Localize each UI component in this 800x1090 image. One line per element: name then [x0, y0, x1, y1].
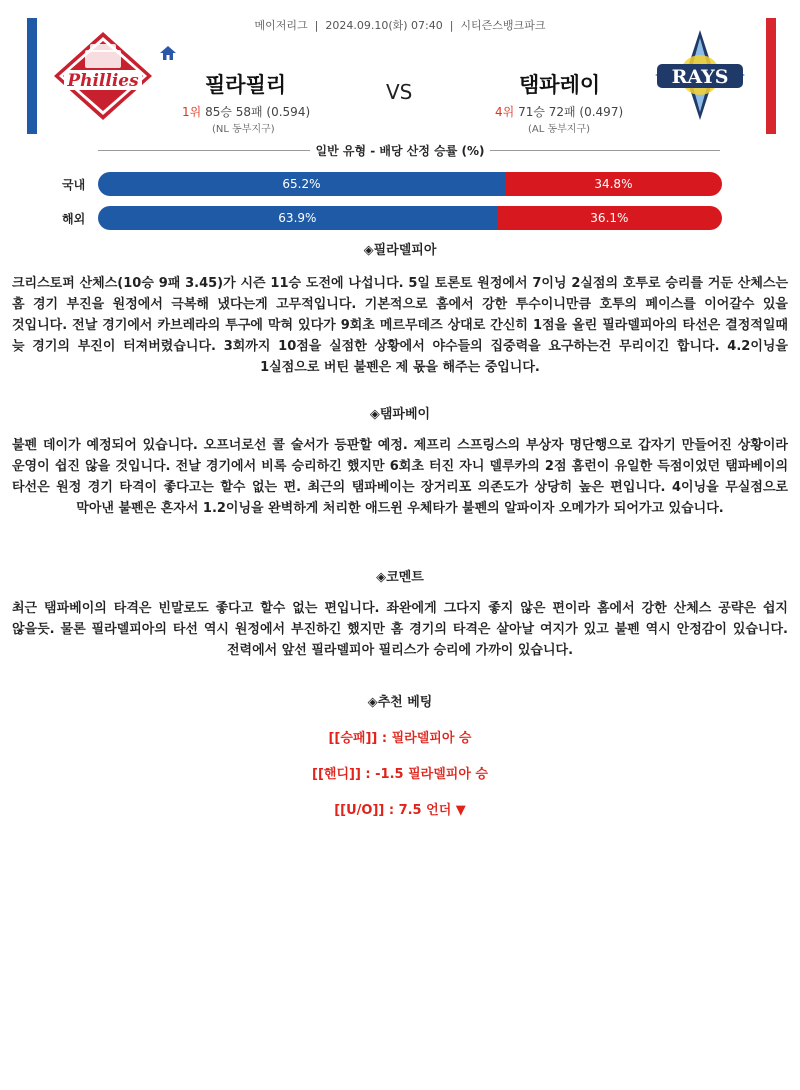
odds-bar-home: 63.9%: [98, 206, 497, 230]
pick-item: [[승패]] : 필라델피아 승: [328, 731, 472, 746]
away-team-wl: 71승 72패 (0.497): [518, 105, 624, 119]
phillies-logo: [52, 30, 154, 126]
section-text: 최근 탬파베이의 타격은 빈말로도 좋다고 할수 없는 편입니다. 좌완에게 그다지 좋지 않은 편이라 홈에서 강한 산체스 공략은 쉽지 않을듯. 물론 필라델피아의 타선 역시 원정에서 부진하긴 했지만 홈 경기의 타격은 살아날 여지가 있고 불펜 역시 안정감이 있습니다. 전력에서 앞선 필라델피아 필리스가 승리에 가까이 있습니다.: [12, 601, 788, 658]
pick-item: [[핸디]] : -1.5 필라델피아 승: [312, 767, 488, 782]
rays-logo: [653, 28, 747, 126]
vs-label: VS: [386, 80, 413, 104]
odds-bar-away: 36.1%: [497, 206, 722, 230]
away-color-bar: [766, 18, 776, 134]
home-icon: [160, 45, 176, 64]
odds-bar-home: 65.2%: [98, 172, 505, 196]
svg-text:Phillies: Phillies: [67, 71, 139, 91]
away-team-division: (AL 동부지구): [528, 124, 591, 135]
away-team-record: [495, 103, 623, 120]
odds-row-label: 해외: [62, 212, 86, 226]
odds-bar: [98, 172, 722, 196]
home-team-name: 필라필리: [205, 73, 287, 97]
home-color-bar: [27, 18, 37, 134]
home-team-division: (NL 동부지구): [212, 124, 275, 135]
odds-title: 일반 유형 - 배당 산정 승률 (%): [315, 144, 485, 158]
odds-row-label: 국내: [62, 178, 86, 192]
home-team-wl: 85승 58패 (0.594): [205, 105, 311, 119]
home-team-rank: 1위: [182, 105, 202, 119]
section-text: 불펜 데이가 예정되어 있습니다. 오프너로선 콜 술서가 등판할 예정. 제프리 스프링스의 부상자 명단행으로 갑자기 만들어진 상황이라 운영이 쉽진 않을 것입니다. 전날 경기에서 비록 승리하긴 했지만 6회초 터진 자니 델루카의 2점 홈런이 유일한 득점이었던 탬파베이의 타선은 원정 경기 타격이 좋다고는 할수 없는 편. 최근의 탬파베이는 장거리포 의존도가 상당히 높은 편입니다. 4이닝을 무실점으로 막아낸 불펜은 혼자서 1.2이닝을 완벽하게 처리한 애드윈 우체타가 불펜의 알파이자 오메가가 되어가고 있습니다.: [12, 438, 788, 516]
home-team-record: [182, 103, 310, 120]
away-team-rank: 4위: [495, 105, 515, 119]
section-heading: ◈탬파베이: [369, 407, 431, 422]
section-text: 크리스토퍼 산체스(10승 9패 3.45)가 시즌 11승 도전에 나섭니다. 5일 토론토 원정에서 7이닝 2실점의 호투로 승리를 거둔 산체스는 홈 경기 부진을 원정에서 극복해 냈다는게 고무적입니다. 기본적으로 홈에서 강한 투수이니만큼 호투의 페이스를 이어갈수 있을 것입니다. 전날 경기에서 카브레라의 투구에 막혀 있다가 9회초 메르무데즈 상대로 간신히 1점을 올린 필라델피아의 타선은 결정적일때 늦 경기의 부진이 터져버렸습니다. 3회까지 10점을 실점한 상황에서 야수들의 집중력을 요구하는건 무리이긴 합니다. 4.2이닝을 1실점으로 버틴 불펜은 제 몫을 해주는 중입니다.: [12, 276, 788, 375]
away-team-name: 탬파레이: [519, 73, 601, 97]
picks-heading: ◈추천 베팅: [367, 695, 433, 710]
match-meta: 메이저리그 | 2024.09.10(화) 07:40 | 시티즌스뱅크파크: [254, 19, 546, 32]
svg-text:RAYS: RAYS: [671, 66, 729, 88]
odds-bar-away: 34.8%: [505, 172, 722, 196]
section-heading: ◈필라델피아: [363, 243, 437, 258]
section-heading: ◈코멘트: [376, 570, 424, 585]
pick-item: [[U/O]] : 7.5 언더 ▼: [334, 803, 466, 818]
odds-bar: [98, 206, 722, 230]
